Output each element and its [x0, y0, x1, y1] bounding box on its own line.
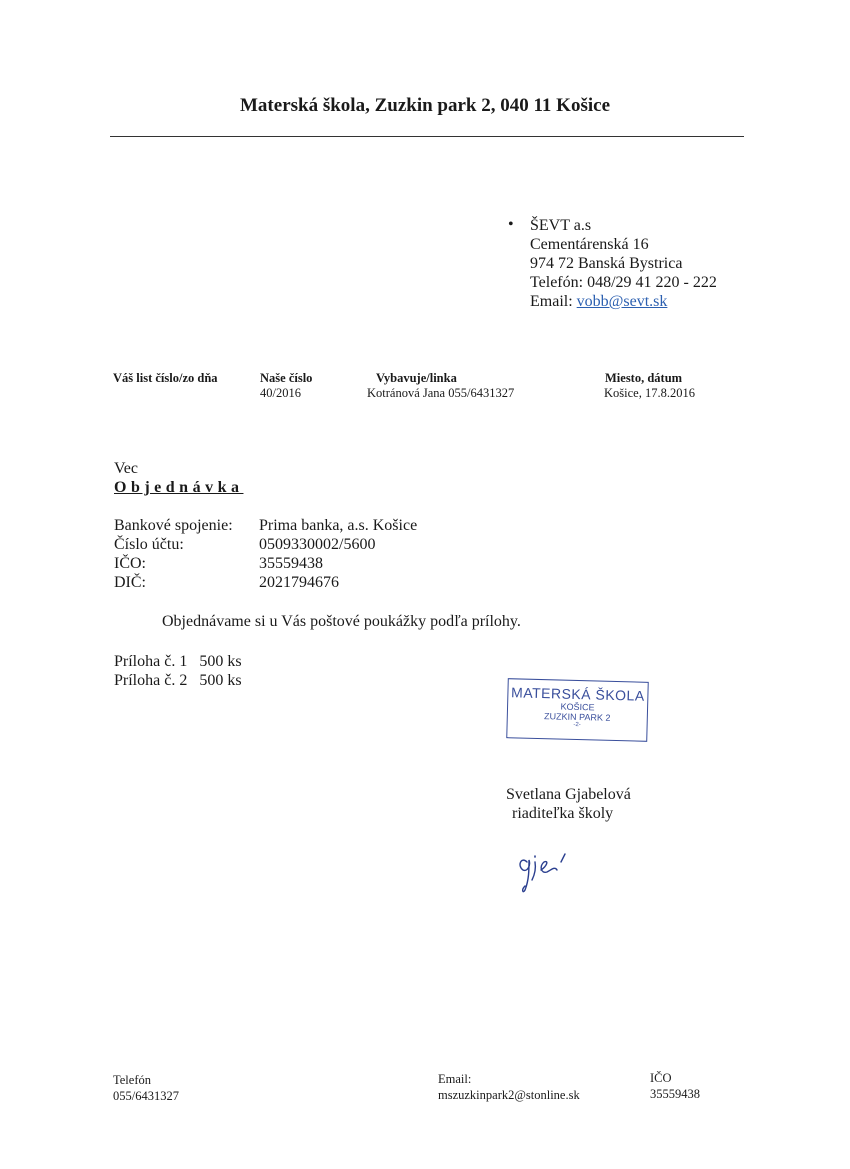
subject-title: Objednávka	[114, 479, 244, 496]
stamp-line-3: ZUZKIN PARK 2	[544, 711, 611, 723]
our-number-value: 40/2016	[260, 386, 301, 400]
bank-label-2: Číslo účtu:	[114, 536, 184, 553]
attachment-2	[114, 672, 242, 690]
subject-label: Vec	[114, 460, 138, 477]
your-letter-label: Váš list číslo/zo dňa	[113, 371, 218, 385]
recipient-phone: Telefón: 048/29 41 220 - 222	[530, 274, 717, 291]
attachment-2-label: Príloha č. 2	[114, 672, 188, 689]
footer-ico-value: 35559438	[650, 1087, 700, 1101]
signature-icon	[515, 840, 585, 900]
signatory-name: Svetlana Gjabelová	[506, 786, 631, 803]
recipient-email-line	[530, 292, 667, 312]
recipient-street: Cementárenská 16	[530, 236, 649, 253]
recipient-email-link[interactable]: vobb@sevt.sk	[576, 293, 668, 310]
footer-phone-label: Telefón	[113, 1073, 151, 1087]
recipient-city: 974 72 Banská Bystrica	[530, 255, 683, 272]
attachment-1	[114, 653, 242, 671]
attachment-1-label: Príloha č. 1	[114, 653, 188, 670]
stamp-line-4: -2-	[573, 721, 581, 729]
handled-by-label: Vybavuje/linka	[376, 371, 457, 385]
footer-email-value: mszuzkinpark2@stonline.sk	[438, 1088, 580, 1102]
bank-label-4: DIČ:	[114, 574, 146, 591]
footer-ico-label: IČO	[650, 1071, 672, 1085]
recipient-email-label: Email:	[530, 293, 577, 310]
our-number-label: Naše číslo	[260, 371, 313, 385]
page-title: Materská škola, Zuzkin park 2, 040 11 Košice	[240, 95, 610, 116]
bank-label-3: IČO:	[114, 555, 146, 572]
bullet-icon: •	[508, 216, 514, 233]
stamp-line-1: MATERSKÁ ŠKOLA	[510, 684, 645, 704]
bank-value-4: 2021794676	[259, 574, 339, 591]
place-date-label: Miesto, dátum	[605, 371, 683, 385]
handled-by-value: Kotránová Jana 055/6431327	[367, 386, 515, 400]
bank-value-2: 0509330002/5600	[259, 536, 376, 553]
school-stamp	[506, 678, 649, 742]
recipient-company: ŠEVT a.s	[530, 217, 592, 234]
header-divider	[110, 136, 744, 137]
stamp-line-2: KOŠICE	[560, 701, 595, 713]
attachment-1-value: 500 ks	[199, 653, 242, 670]
place-date-value: Košice, 17.8.2016	[604, 386, 695, 400]
footer-phone-value: 055/6431327	[113, 1089, 179, 1103]
attachment-2-value: 500 ks	[199, 672, 242, 689]
body-paragraph: Objednávame si u Vás poštové poukážky podľa prílohy.	[162, 613, 521, 630]
footer-email-label: Email:	[438, 1072, 472, 1086]
signatory-role: riaditeľka školy	[512, 805, 614, 822]
bank-value-3: 35559438	[259, 555, 323, 572]
bank-value-1: Prima banka, a.s. Košice	[259, 517, 418, 534]
bank-label-1: Bankové spojenie:	[114, 517, 233, 534]
